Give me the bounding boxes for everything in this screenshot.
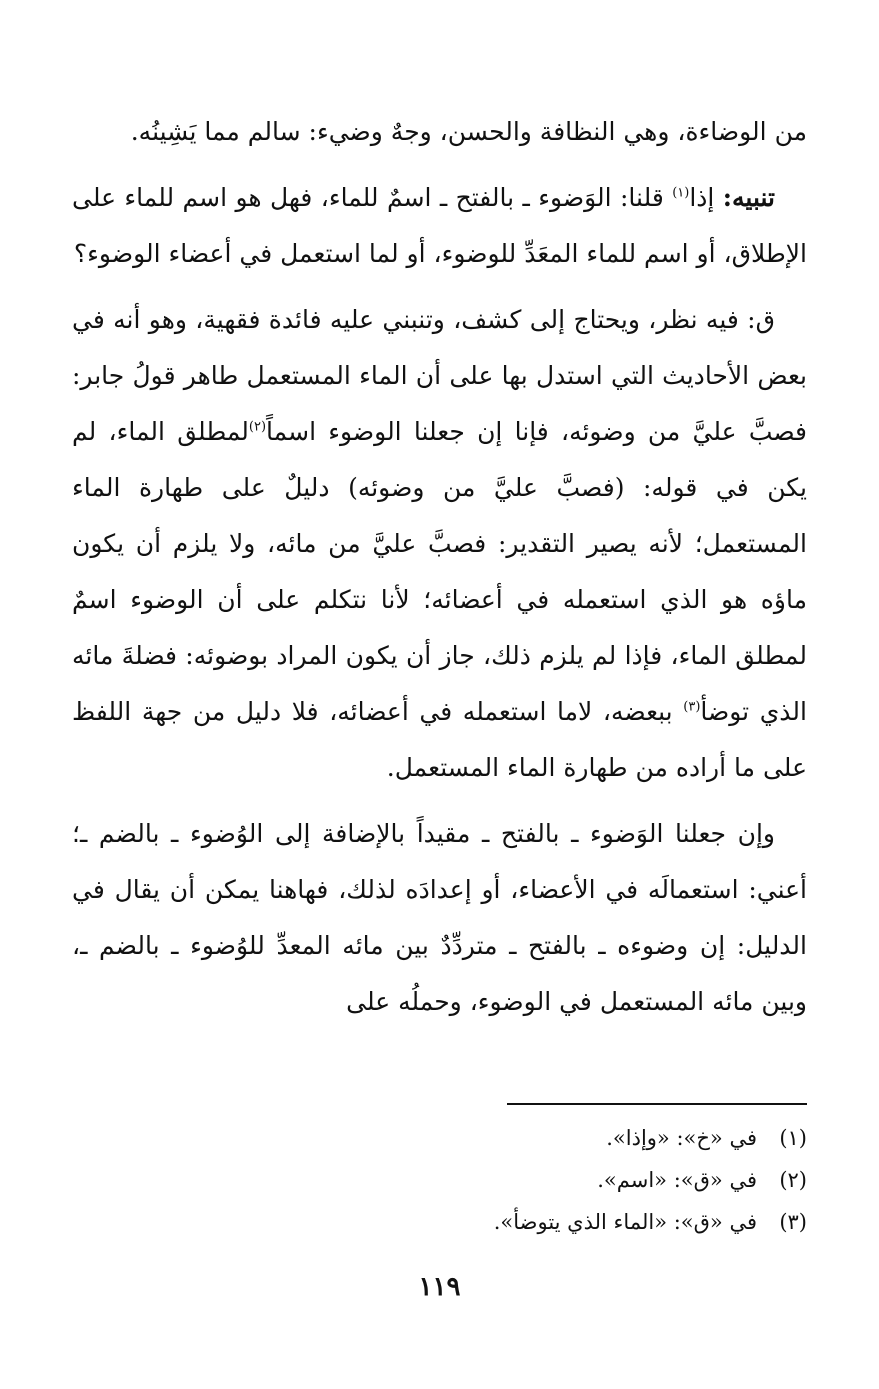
paragraph-2 [72,170,807,282]
footnote-number: (١) [779,1126,807,1150]
paragraph-1 [72,104,807,160]
footnote-number: (٢) [779,1168,807,1192]
footnote-ref-1[interactable]: (١) [672,185,690,201]
footnotes [67,1103,807,1243]
footnote-3 [67,1201,807,1243]
footnote-ref-2[interactable]: (٢) [248,419,267,435]
footnote-text: في «ق»: «اسم». [597,1168,757,1192]
footnote-ref-3[interactable]: (٣) [683,699,701,715]
footnote-divider [507,1103,807,1105]
paragraph-text: قلنا: الوَضوء ـ بالفتح ـ اسمٌ للماء، فهل هو اسم للماء على الإطلاق، أو اسم للماء المعَدِّ للوضوء، أو لما استعمل في أعضاء الوضوء؟ [72,183,807,268]
paragraph-3 [72,292,807,796]
paragraph-lead: تنبيه: [722,183,775,212]
paragraph-4 [72,806,807,1030]
paragraph-text: وإن جعلنا الوَضوء ـ بالفتح ـ مقيداً بالإضافة إلى الوُضوء ـ بالضم ـ؛ أعني: استعمالَه في الأعضاء، أو إعدادَه لذلك، فهاهنا يمكن أن يقال في الدليل: إن وضوءه ـ بالفتح ـ متردِّدٌ بين مائه المعدِّ للوُضوء ـ بالضم ـ، وبين مائه المستعمل في الوضوء، وحملُه على [72,819,807,1016]
paragraph-text: من الوضاءة، وهي النظافة والحسن، وجهٌ وضيء: سالم مما يَشِينُه. [130,117,807,146]
paragraph-text: ببعضه، لاما استعمله في أعضائه، فلا دليل من جهة اللفظ على ما أراده من طهارة الماء المستعمل. [72,697,807,782]
main-text [72,104,807,1030]
paragraph-text: إذا [689,183,723,212]
paragraph-text: ق: فيه نظر، ويحتاج إلى كشف، وتنبني عليه فائدة فقهية، وهو أنه في بعض الأحاديث التي استدل بها على أن الماء المستعمل طاهر قولُ جابر: فصبَّ عليَّ من وضوئه، فإنا إن جعلنا الوضوء اسماً [72,305,808,446]
footnote-1 [67,1117,807,1159]
footnote-2 [67,1159,807,1201]
footnote-text: في «ق»: «الماء الذي يتوضأ». [493,1210,757,1234]
footnote-text: في «خ»: «وإذا». [606,1126,757,1150]
paragraph-text: لمطلق الماء، لم يكن في قوله: (فصبَّ عليَّ من وضوئه) دليلٌ على طهارة الماء المستعمل؛ لأنه يصير التقدير: فصبَّ عليَّ من مائه، ولا يلزم أن يكون ماؤه هو الذي استعمله في أعضائه؛ لأنا نتكلم على أن الوضوء اسمٌ لمطلق الماء، فإذا لم يلزم ذلك، جاز أن يكون المراد بوضوئه: فضلةَ مائه الذي توضأ [72,417,807,726]
page-number: ١١٩ [418,1272,461,1302]
footnote-number: (٣) [779,1210,807,1234]
